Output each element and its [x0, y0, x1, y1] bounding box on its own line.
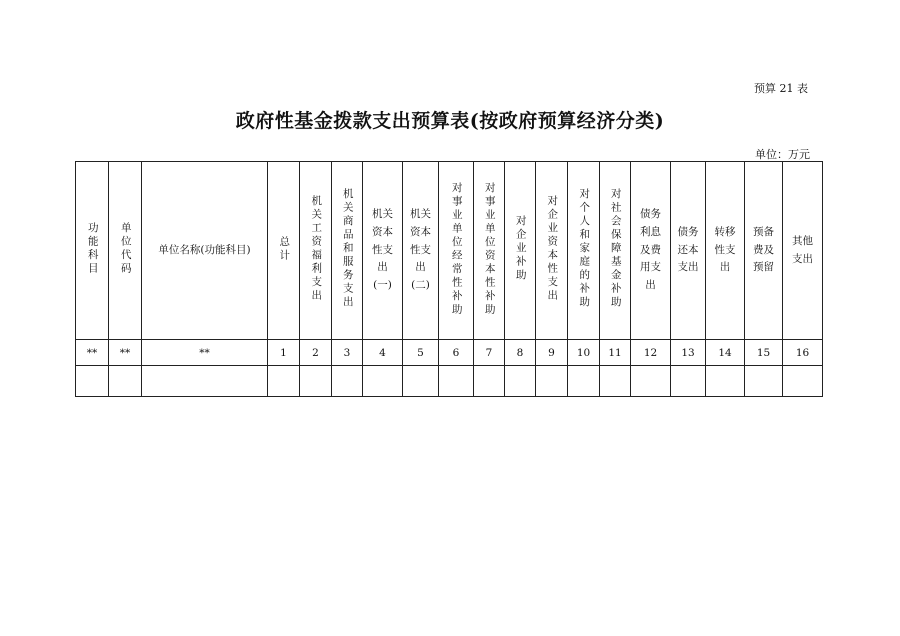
unit-label: 单位：万元 — [755, 148, 810, 161]
header-cell-inst-capital — [474, 162, 505, 340]
index-cell: ** — [142, 340, 268, 366]
empty-cell — [403, 366, 439, 397]
header-capital-2: 机关 资本 性支 出 (二) — [410, 207, 431, 292]
header-row — [76, 162, 823, 340]
header-unit-code: 单位代码 — [119, 222, 132, 276]
index-cell: 9 — [536, 340, 568, 366]
header-welfare: 机关工资福利支出 — [310, 195, 323, 303]
index-cell: 7 — [474, 340, 505, 366]
empty-data-row — [76, 366, 823, 397]
empty-cell — [505, 366, 536, 397]
index-row — [76, 340, 823, 366]
index-cell: ** — [109, 340, 142, 366]
header-inst-regular: 对事业单位经常性补助 — [450, 181, 463, 317]
empty-cell — [783, 366, 823, 397]
header-cell-inst-regular — [439, 162, 474, 340]
index-cell: 8 — [505, 340, 536, 366]
header-cell-other — [783, 162, 823, 340]
index-cell: 14 — [706, 340, 745, 366]
empty-cell — [300, 366, 332, 397]
header-cell-household — [568, 162, 600, 340]
header-total: 总计 — [278, 235, 291, 263]
header-cell-unit-code — [109, 162, 142, 340]
index-cell: ** — [76, 340, 109, 366]
header-reserve: 预备 费及 预留 — [753, 225, 774, 274]
header-func-code: 功能科目 — [86, 222, 99, 276]
page-title: 政府性基金拨款支出预算表(按政府预算经济分类) — [235, 110, 665, 132]
empty-cell — [268, 366, 300, 397]
header-unit-name: 单位名称(功能科目) — [158, 243, 251, 256]
header-household: 对个人和家庭的补助 — [578, 188, 591, 310]
header-social-security: 对社会保障基金补助 — [609, 188, 622, 310]
empty-cell — [745, 366, 783, 397]
empty-cell — [76, 366, 109, 397]
header-cell-ent-subsidy — [505, 162, 536, 340]
header-cell-ent-capital — [536, 162, 568, 340]
budget-table — [75, 161, 823, 397]
header-cell-social-security — [600, 162, 631, 340]
empty-cell — [568, 366, 600, 397]
index-cell: 3 — [332, 340, 363, 366]
empty-cell — [671, 366, 706, 397]
header-cell-func-code — [76, 162, 109, 340]
index-cell: 12 — [631, 340, 671, 366]
header-ent-capital: 对企业资本性支出 — [546, 195, 559, 303]
empty-cell — [332, 366, 363, 397]
index-cell: 5 — [403, 340, 439, 366]
index-cell: 15 — [745, 340, 783, 366]
header-cell-capital-2 — [403, 162, 439, 340]
header-cell-capital-1 — [363, 162, 403, 340]
index-cell: 4 — [363, 340, 403, 366]
header-cell-goods-services — [332, 162, 363, 340]
index-cell: 1 — [268, 340, 300, 366]
empty-cell — [631, 366, 671, 397]
index-cell: 16 — [783, 340, 823, 366]
empty-cell — [536, 366, 568, 397]
index-cell: 13 — [671, 340, 706, 366]
header-capital-1: 机关 资本 性支 出 (一) — [372, 207, 393, 292]
header-cell-welfare — [300, 162, 332, 340]
empty-cell — [474, 366, 505, 397]
empty-cell — [109, 366, 142, 397]
header-debt-interest: 债务 利息 及费 用支 出 — [640, 207, 661, 292]
header-cell-debt-principal — [671, 162, 706, 340]
empty-cell — [600, 366, 631, 397]
header-ent-subsidy: 对企业补助 — [514, 215, 527, 283]
header-cell-total — [268, 162, 300, 340]
empty-cell — [706, 366, 745, 397]
header-inst-capital: 对事业单位资本性补助 — [483, 181, 496, 317]
header-cell-debt-interest — [631, 162, 671, 340]
index-cell: 10 — [568, 340, 600, 366]
header-cell-transfer — [706, 162, 745, 340]
header-transfer: 转移 性支 出 — [714, 225, 736, 274]
header-debt-principal: 债务 还本 支出 — [677, 225, 699, 274]
empty-cell — [142, 366, 268, 397]
header-goods-services: 机关商品和服务支出 — [341, 188, 354, 310]
empty-cell — [363, 366, 403, 397]
header-cell-unit-name — [142, 162, 268, 340]
index-cell: 6 — [439, 340, 474, 366]
header-cell-reserve — [745, 162, 783, 340]
empty-cell — [439, 366, 474, 397]
index-cell: 2 — [300, 340, 332, 366]
index-cell: 11 — [600, 340, 631, 366]
table-number: 预算 21 表 — [754, 82, 808, 95]
header-other: 其他 支出 — [792, 234, 813, 265]
